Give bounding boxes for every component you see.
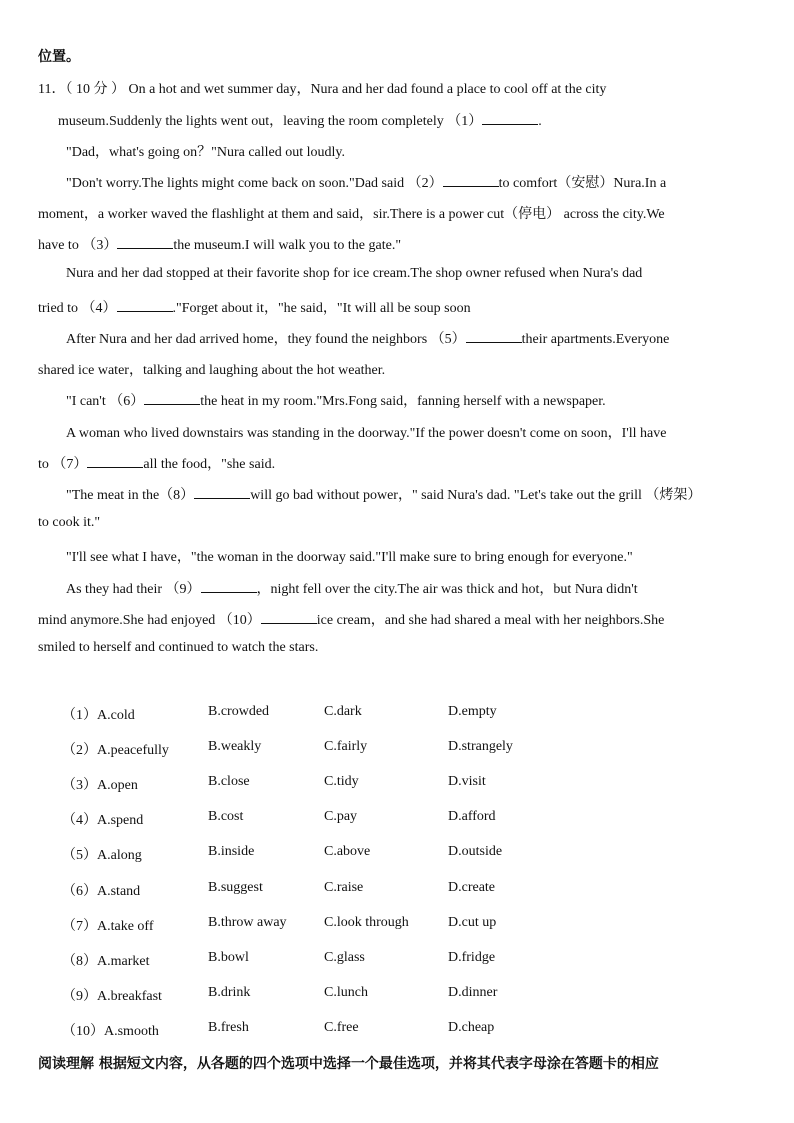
passage-line — [66, 484, 794, 504]
passage-text: museum.Suddenly the lights went out，leaving the room completely （1） — [58, 114, 483, 129]
passage-line — [38, 234, 794, 254]
answer-blank[interactable] — [194, 486, 250, 499]
passage-line — [66, 328, 794, 348]
option-choice[interactable]: （6）A.stand — [62, 883, 141, 899]
passage-line — [66, 390, 794, 410]
passage-text: have to （3） — [38, 238, 118, 253]
answer-blank[interactable] — [443, 174, 499, 187]
option-choice[interactable]: D.dinner — [448, 984, 498, 1000]
answer-blank[interactable] — [144, 392, 200, 405]
footer-instruction: 阅读理解 根据短文内容，从各题的四个选项中选择一个最佳选项，并将其代表字母涂在答题卡的相应 — [38, 1056, 659, 1072]
passage-text: mind anymore.She had enjoyed （10） — [38, 613, 261, 628]
option-choice[interactable]: （7）A.take off — [62, 918, 154, 934]
option-choice[interactable]: C.look through — [324, 914, 409, 930]
option-choice[interactable]: C.glass — [324, 949, 365, 965]
passage-text: ."Forget about it，"he said，"It will all be soup soon — [172, 301, 471, 316]
option-choice[interactable]: B.fresh — [208, 1019, 249, 1035]
option-choice[interactable]: （2）A.peacefully — [62, 743, 169, 759]
passage-text: A woman who lived downstairs was standing in the doorway."If the power doesn't come on soon，I'll have — [66, 426, 667, 441]
option-choice[interactable]: B.throw away — [208, 914, 287, 930]
passage-line — [66, 141, 794, 161]
passage-line — [58, 110, 794, 130]
passage-text: will go bad without power，" said Nura's dad. "Let's take out the grill （烤架） — [250, 488, 702, 503]
option-choice[interactable]: B.crowded — [208, 704, 270, 719]
passage-line — [38, 297, 794, 317]
option-choice[interactable]: B.weakly — [208, 739, 262, 755]
passage-text: to （7） — [38, 457, 88, 472]
option-choice[interactable]: B.close — [208, 774, 250, 790]
passage-text: tried to （4） — [38, 301, 117, 316]
passage-line — [38, 640, 794, 656]
header-top: 位置。 — [38, 49, 80, 65]
option-choice[interactable]: （10）A.smooth — [62, 1023, 159, 1039]
answer-blank[interactable] — [87, 455, 143, 468]
option-choice[interactable]: C.raise — [324, 879, 364, 895]
answer-blank[interactable] — [466, 330, 522, 343]
passage-line — [66, 578, 794, 598]
passage-text: "I'll see what I have，"the woman in the doorway said."I'll make sure to bring enough for everyone." — [66, 550, 633, 565]
option-choice[interactable]: C.fairly — [324, 739, 368, 755]
option-choice[interactable]: B.inside — [208, 844, 255, 860]
passage-text: to comfort（安慰）Nura.In a — [498, 176, 667, 191]
passage-line — [66, 266, 794, 282]
passage-line — [38, 203, 794, 223]
answer-blank[interactable] — [482, 112, 538, 125]
passage-text: their apartments.Everyone — [521, 332, 670, 347]
option-choice[interactable]: D.cut up — [448, 914, 497, 930]
option-choice[interactable]: （3）A.open — [62, 778, 138, 794]
question-number-line: 11．（ 10 分 ） On a hot and wet summer day，Nura and her dad found a place to cool off at the city — [38, 82, 607, 97]
passage-text: "Dad，what's going on？"Nura called out loudly. — [66, 145, 345, 160]
option-choice[interactable]: D.empty — [448, 704, 497, 719]
option-choice[interactable]: B.drink — [208, 984, 251, 1000]
option-choice[interactable]: D.strangely — [448, 739, 513, 755]
answer-blank[interactable] — [117, 299, 173, 312]
option-choice[interactable]: （1）A.cold — [62, 708, 135, 723]
passage-text: Nura and her dad stopped at their favorite shop for ice cream.The shop owner refused when Nura's dad — [66, 266, 643, 281]
passage-text: "Don't worry.The lights might come back on soon."Dad said （2） — [66, 176, 443, 191]
answer-blank[interactable] — [261, 611, 317, 624]
option-choice[interactable]: （5）A.along — [62, 848, 142, 864]
passage-line — [38, 515, 794, 531]
option-choice[interactable]: （8）A.market — [62, 953, 150, 969]
option-choice[interactable]: （4）A.spend — [62, 813, 144, 829]
passage-text: After Nura and her dad arrived home，they found the neighbors （5） — [66, 332, 466, 347]
passage-text: . — [538, 114, 542, 129]
option-choice[interactable]: D.visit — [448, 774, 486, 790]
passage-line — [38, 359, 794, 379]
passage-text: "I can't （6） — [66, 394, 145, 409]
passage-line — [66, 172, 794, 192]
option-choice[interactable]: C.lunch — [324, 984, 368, 1000]
answer-blank[interactable] — [201, 580, 257, 593]
answer-blank[interactable] — [117, 236, 173, 249]
option-choice[interactable]: C.above — [324, 844, 371, 860]
option-choice[interactable]: C.tidy — [324, 774, 359, 790]
passage-text: smiled to herself and continued to watch the stars. — [38, 640, 319, 655]
passage-text: "The meat in the（8） — [66, 488, 195, 503]
option-choice[interactable]: C.pay — [324, 809, 358, 825]
option-choice[interactable]: （9）A.breakfast — [62, 988, 162, 1004]
passage-text: moment，a worker waved the flashlight at them and said，sir.There is a power cut（停电） across the city.We — [38, 207, 665, 222]
option-choice[interactable]: D.fridge — [448, 949, 496, 965]
passage-text: As they had their （9） — [66, 582, 201, 597]
option-choice[interactable]: D.afford — [448, 809, 496, 825]
passage-text: the heat in my room."Mrs.Fong said，fanning herself with a newspaper. — [200, 394, 606, 409]
passage-line — [38, 453, 794, 473]
passage-text: ，night fell over the city.The air was thick and hot，but Nura didn't — [256, 582, 638, 597]
option-choice[interactable]: C.free — [324, 1019, 359, 1035]
passage-line — [66, 546, 794, 566]
option-choice[interactable]: D.cheap — [448, 1019, 495, 1035]
passage-text: ice cream，and she had shared a meal with her neighbors.She — [316, 613, 665, 628]
option-choice[interactable]: C.dark — [324, 704, 362, 719]
passage-text: the museum.I will walk you to the gate." — [173, 238, 402, 253]
passage-line — [38, 609, 794, 629]
option-choice[interactable]: D.create — [448, 879, 496, 895]
passage-line — [66, 422, 794, 442]
option-choice[interactable]: B.suggest — [208, 879, 263, 895]
option-choice[interactable]: B.bowl — [208, 949, 249, 965]
option-choice[interactable]: B.cost — [208, 809, 244, 825]
passage-text: to cook it." — [38, 515, 101, 530]
passage-text: shared ice water，talking and laughing about the hot weather. — [38, 363, 386, 378]
passage-text: all the food，"she said. — [143, 457, 276, 472]
option-choice[interactable]: D.outside — [448, 844, 503, 860]
